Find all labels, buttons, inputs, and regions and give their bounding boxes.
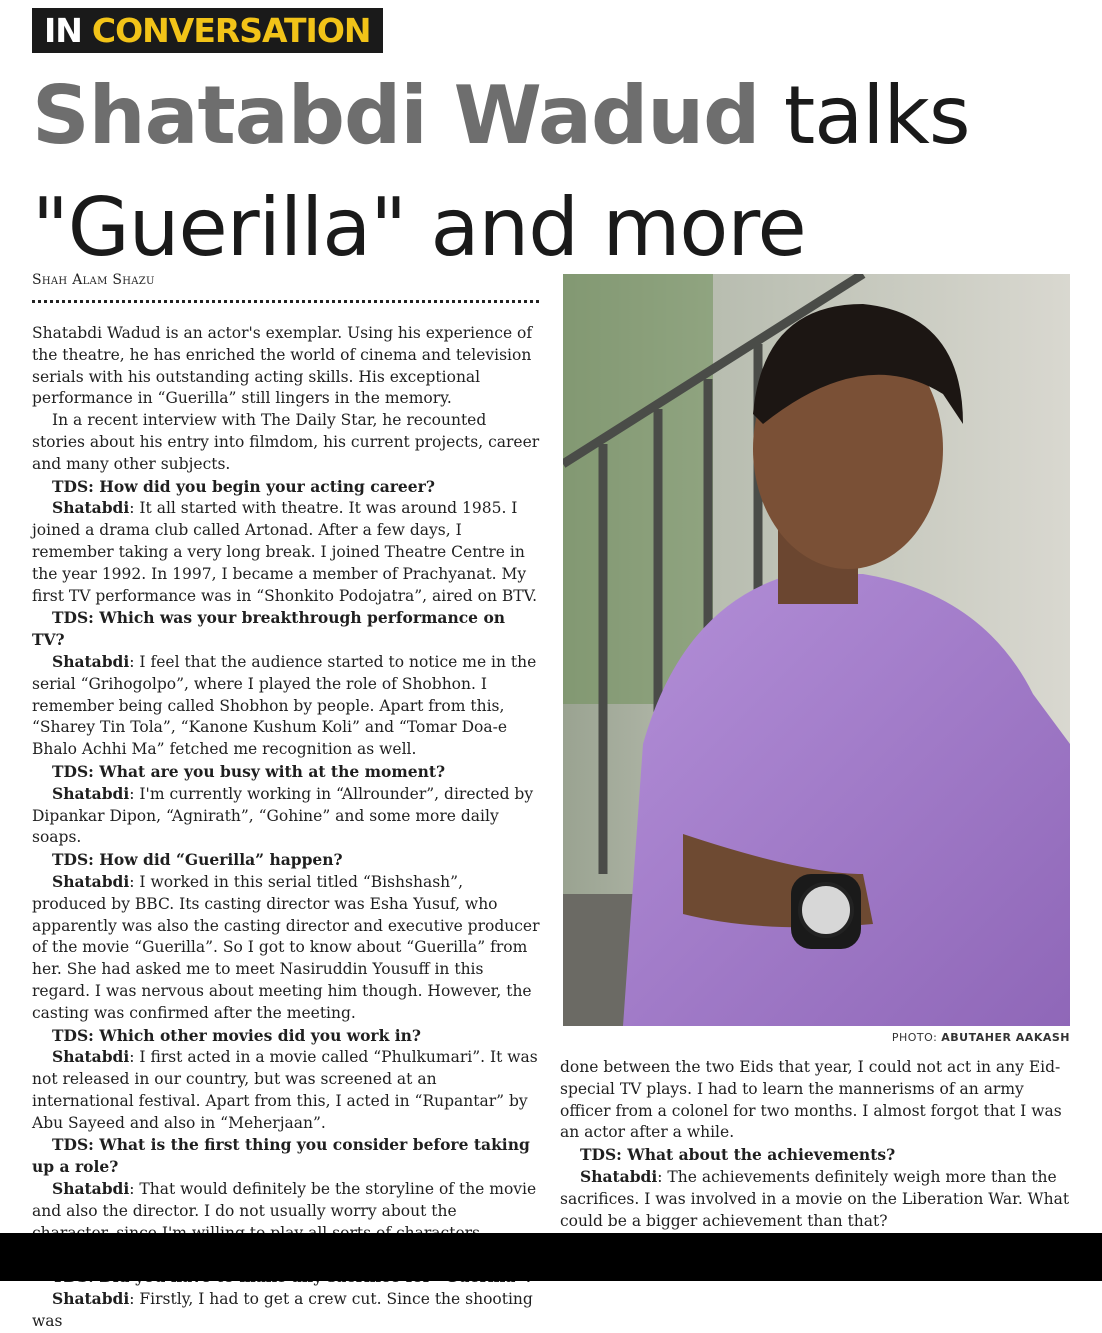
interview-answer	[32, 783, 540, 849]
interview-question: TDS: How did “Guerilla” happen?	[52, 850, 343, 870]
section-kicker	[32, 8, 383, 53]
article-column-1	[32, 323, 540, 1333]
answer-text: : It all started with theatre. It was around 1985. I joined a drama club called Artonad. After a few days, I remember taking a very long break. I joined Theatre Centre in the year 1992. In 1997, I became a member of Prachyanat. My first TV performance was in “Shonkito Podojatra”, aired on BTV.	[32, 499, 538, 605]
interview-question: TDS: How did you begin your acting career?	[52, 476, 435, 496]
interview-answer	[32, 871, 540, 1025]
headline-line1	[32, 60, 1092, 172]
article-paragraph: Shatabdi Wadud is an actor's exemplar. Using his experience of the theatre, he has enriched the world of cinema and television serials with his outstanding acting skills. His exceptional performance in “Guerilla” still lingers in the memory.	[32, 324, 533, 408]
answer-text: : Firstly, I had to get a crew cut. Since the shooting was	[32, 1290, 533, 1330]
byline: Shah Alam Shazu	[32, 272, 155, 288]
answer-speaker: Shatabdi	[52, 498, 130, 518]
interview-question: TDS: What are you busy with at the moment?	[52, 761, 446, 781]
answer-speaker: Shatabdi	[52, 651, 130, 671]
byline-divider	[32, 300, 539, 303]
answer-speaker: Shatabdi	[52, 1047, 130, 1067]
answer-text: : I first acted in a movie called “Phulkumari”. It was not released in our country, but was screened at an international festival. Apart from this, I acted in “Rupantar” by Abu Sayeed and also in “Meherjaan”.	[32, 1048, 538, 1132]
answer-speaker: Shatabdi	[52, 1289, 130, 1309]
photo-credit-label: PHOTO:	[891, 1031, 942, 1044]
answer-text: : I'm currently working in “Allrounder”, directed by Dipankar Dipon, “Agnirath”, “Gohine” and some more daily soaps.	[32, 784, 534, 847]
answer-speaker: Shatabdi	[52, 1179, 130, 1199]
interview-answer	[32, 1046, 540, 1134]
kicker-conversation: CONVERSATION	[91, 11, 371, 50]
headline-name: Shatabdi Wadud	[32, 69, 760, 162]
interview-question: TDS: What is the first thing you consider before taking up a role?	[32, 1135, 530, 1177]
interview-answer	[32, 651, 540, 761]
interview-question: TDS: Which was your breakthrough performance on TV?	[32, 608, 506, 650]
interview-answer	[32, 497, 540, 607]
headline	[32, 60, 1092, 284]
portrait-photo	[563, 274, 1070, 1026]
answer-speaker: Shatabdi	[580, 1166, 658, 1186]
article-column-2	[560, 1057, 1070, 1232]
kicker-in: IN	[44, 11, 82, 50]
headline-talks: talks	[759, 69, 970, 162]
article-paragraph: In a recent interview with The Daily Star, he recounted stories about his entry into filmdom, his current projects, career and many other subjects.	[32, 411, 540, 473]
answer-speaker: Shatabdi	[52, 783, 130, 803]
answer-text: : I feel that the audience started to notice me in the serial “Grihogolpo”, where I played the role of Shobhon. I remember being called Shobhon by people. Apart from this, “Sharey Tin Tola”, “Kanone Kushum Koli” and “Tomar Doa-e Bhalo Achhi Ma” fetched me recognition as well.	[32, 652, 537, 759]
answer-text: : That would definitely be the storyline of the movie and also the director. I do not usually worry about the	[32, 1180, 537, 1220]
article-paragraph: done between the two Eids that year, I could not act in any Eid-special TV plays. I had to learn the mannerisms of an army officer from a colonel for two months. I almost forgot that I was an actor after a while.	[560, 1058, 1062, 1142]
answer-speaker: Shatabdi	[52, 871, 130, 891]
interview-question: TDS: What about the achievements?	[580, 1145, 896, 1165]
interview-answer	[560, 1166, 1070, 1232]
headline-line2: "Guerilla" and more	[32, 181, 806, 274]
photo-credit-name: ABUTAHER AAKASH	[941, 1031, 1070, 1044]
answer-text: : The achievements definitely weigh more than the sacrifices. I was involved in a movie on the Liberation War. What could be a bigger achievement than that?	[560, 1167, 1070, 1230]
interview-question: TDS: Which other movies did you work in?	[52, 1025, 421, 1045]
footer-bar	[0, 1233, 1102, 1281]
photo-credit	[892, 1031, 1070, 1044]
interview-answer	[32, 1288, 540, 1333]
answer-text: : I worked in this serial titled “Bishshash”, produced by BBC. Its casting director was Esha Yusuf, who apparently was also the casting director and executive producer of the movie “Guerilla”. So I got to know about “Guerilla” from her. She had asked me to meet Nasiruddin Yousuff in this regard. I was nervous about meeting him though. However, the casting was confirmed after the meeting.	[32, 872, 540, 1022]
